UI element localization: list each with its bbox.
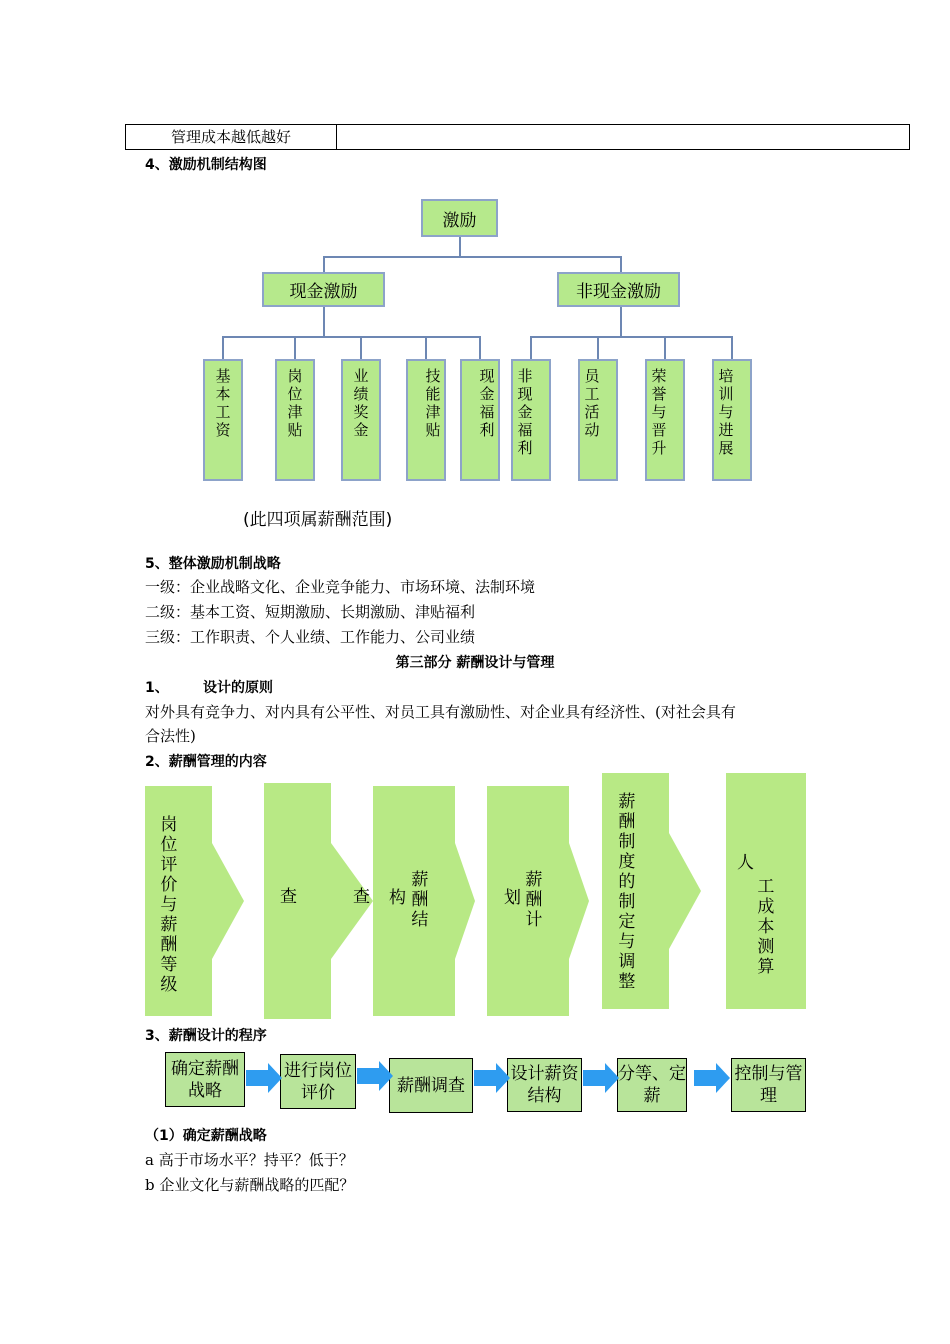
node-leaf: 现金福利 — [460, 359, 500, 481]
node-leaf: 技能津贴 — [406, 359, 446, 481]
flow-step-2a: 查 — [280, 887, 297, 907]
flow-step-4a: 划 — [504, 888, 521, 908]
part3-title: 第三部分 薪酬设计与管理 — [395, 655, 555, 671]
process-step: 设计薪资结构 — [507, 1058, 582, 1112]
sub1-line: b 企业文化与薪酬战略的匹配？ — [145, 1176, 355, 1194]
process-step: 薪酬调查 — [389, 1058, 473, 1113]
strategy-line: 三级：工作职责、个人业绩、工作能力、公司业绩 — [145, 628, 476, 646]
item1-number: 1、 — [145, 680, 169, 696]
item1-body-cont: 合法性) — [145, 727, 196, 745]
diagram-note: (此四项属薪酬范围) — [243, 510, 393, 530]
node-leaf: 员工活动 — [578, 359, 618, 481]
table-cell-empty — [337, 125, 909, 149]
flow-step-2b: 查 — [353, 887, 370, 907]
flow-step-1: 岗位评价与薪酬等级 — [160, 815, 178, 995]
arrow-right-icon — [694, 1063, 730, 1093]
node-leaf: 培训与进展 — [712, 359, 752, 481]
flow-step-5: 薪酬制度的制定与调整 — [618, 792, 636, 992]
item2-heading: 2、薪酬管理的内容 — [145, 754, 267, 770]
strategy-line: 一级：企业战略文化、企业竞争能力、市场环境、法制环境 — [145, 578, 536, 596]
flow-step-4b: 薪酬计 — [525, 870, 543, 930]
flow-step-6b: 工成本测算 — [757, 877, 775, 977]
sub1-line: a 高于市场水平？持平？低于？ — [145, 1151, 354, 1169]
node-root: 激励 — [421, 199, 498, 237]
arrow-right-icon — [583, 1063, 619, 1093]
arrow-right-icon — [246, 1063, 282, 1093]
strategy-line: 二级：基本工资、短期激励、长期激励、津贴福利 — [145, 603, 476, 621]
item1-body: 对外具有竞争力、对内具有公平性、对员工具有激励性、对企业具有经济性、(对社会具有 — [145, 703, 736, 721]
node-leaf: 基本工资 — [203, 359, 243, 481]
node-noncash-incentive: 非现金激励 — [557, 272, 680, 307]
node-leaf: 业绩奖金 — [341, 359, 381, 481]
table-cell: 管理成本越低越好 — [126, 125, 337, 149]
arrow-right-icon — [357, 1061, 393, 1091]
arrow-right-icon — [474, 1063, 510, 1093]
process-step: 分等、定薪 — [617, 1058, 687, 1112]
sub1-heading: （1）确定薪酬战略 — [145, 1128, 267, 1144]
process-step: 确定薪酬战略 — [165, 1052, 245, 1107]
section4-heading: 4、激励机制结构图 — [145, 157, 267, 173]
table-row — [125, 124, 910, 150]
node-leaf: 岗位津贴 — [275, 359, 315, 481]
item3-heading: 3、薪酬设计的程序 — [145, 1028, 267, 1044]
flow-step-3a: 构 — [389, 888, 406, 908]
process-step: 控制与管理 — [731, 1058, 806, 1112]
node-leaf: 荣誉与晋升 — [645, 359, 685, 481]
node-cash-incentive: 现金激励 — [262, 272, 385, 307]
flow-step-3b: 薪酬结 — [411, 870, 429, 930]
section5-heading: 5、整体激励机制战略 — [145, 556, 281, 572]
node-leaf: 非现金福利 — [511, 359, 551, 481]
item1-heading: 设计的原则 — [203, 680, 273, 696]
process-step: 进行岗位评价 — [280, 1054, 356, 1109]
flow-step-6a: 人 — [737, 853, 754, 873]
